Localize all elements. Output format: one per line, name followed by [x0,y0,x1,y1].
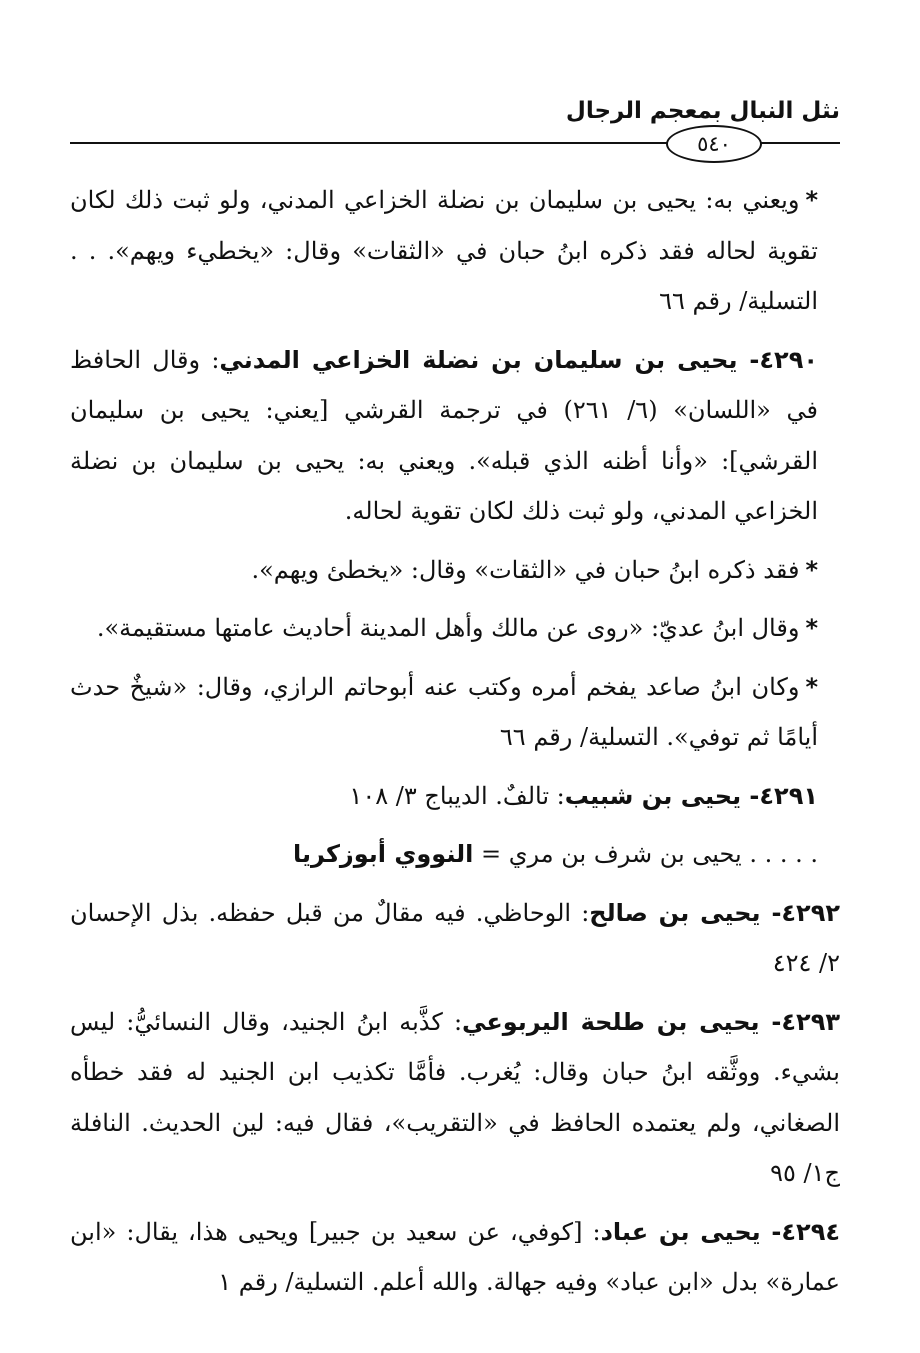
cross-reference-target: النووي أبوزكريا [293,840,474,868]
note-text: فقد ذكره ابنُ حبان في «الثقات» وقال: «يخطئ ويهم». [251,555,800,584]
entry-name: يحيى بن طلحة اليربوعي [462,1007,760,1036]
entry-number: ٤٢٩٤- [760,1217,840,1246]
entry-4294 [70,1207,840,1308]
entry-4290-note [70,603,840,654]
entry-name: يحيى بن عباد [600,1217,761,1246]
intro-note [70,175,840,327]
entry-name: يحيى بن شبيب [564,781,742,810]
entry-4290 [70,335,840,537]
entry-number: ٤٢٩٠- [737,345,818,374]
entry-text: : الوحاظي. فيه مقالٌ من قبل حفظه. بذل الإحسان ٢/ ٤٢٤ [70,898,840,977]
entry-text: : تالفٌ. الديباج ٣/ ١٠٨ [349,781,565,810]
asterisk-icon: * [805,186,818,214]
entry-4291 [70,771,840,822]
cross-reference-prefix: . . . . . يحيى بن شرف بن مري = [473,840,818,868]
entry-4293 [70,997,840,1199]
note-text: وكان ابنُ صاعد يفخم أمره وكتب عنه أبوحاتم الرازي، وقال: «شيخٌ حدث أيامًا ثم توفي». التسلية/ رقم ٦٦ [70,672,818,751]
entry-number: ٤٢٩٢- [760,898,840,927]
asterisk-icon: * [805,614,818,642]
asterisk-icon: * [805,672,818,701]
entry-name: يحيى بن صالح [589,898,761,927]
entry-text: : [كوفي، عن سعيد بن جبير] ويحيى هذا، يقال: «ابن عمارة» بدل «ابن عباد» وفيه جهالة. والله أعلم. التسلية/ رقم ١ [70,1217,840,1296]
running-title: نثل النبال بمعجم الرجال [565,98,840,124]
entry-number: ٤٢٩٣- [759,1007,840,1036]
note-text: ويعني به: يحيى بن سليمان بن نضلة الخزاعي المدني، ولو ثبت ذلك لكان تقوية لحاله فقد ذكره ابنُ حبان في «الثقات» وقال: «يخطيء ويهم». . . التسلية/ رقم ٦٦ [70,186,818,315]
entry-name: يحيى بن سليمان بن نضلة الخزاعي المدني [219,345,738,374]
entry-text: : وقال الحافظ في «اللسان» (٦/ ٢٦١) في ترجمة القرشي [يعني: يحيى بن سليمان القرشي]: «وأنا أظنه الذي قبله». ويعني به: يحيى بن سليمان بن نضلة الخزاعي المدني، ولو ثبت ذلك لكان تقوية لحاله. [70,345,818,525]
entry-number: ٤٢٩١- [741,781,818,810]
entry-text: : كذَّبه ابنُ الجنيد، وقال النسائيُّ: ليس بشيء. ووثَّقه ابنُ حبان وقال: يُغرب. فأمَّا تكذيب ابن الجنيد له فقد خطأه الصغاني، ولم يعتمده الحافظ في «التقريب»، فقال فيه: لين الحديث. النافلة ج١/ ٩٥ [70,1007,840,1187]
entry-4290-note [70,662,840,763]
page-number: ٥٤٠ [666,125,762,163]
asterisk-icon: * [805,555,818,584]
entry-4292 [70,888,840,989]
cross-reference [70,829,840,880]
entry-4290-note [70,545,840,596]
note-text: وقال ابنُ عديّ: «روى عن مالك وأهل المدينة أحاديث عامتها مستقيمة». [96,614,800,642]
page-header [70,98,840,168]
page-body [70,175,840,1316]
